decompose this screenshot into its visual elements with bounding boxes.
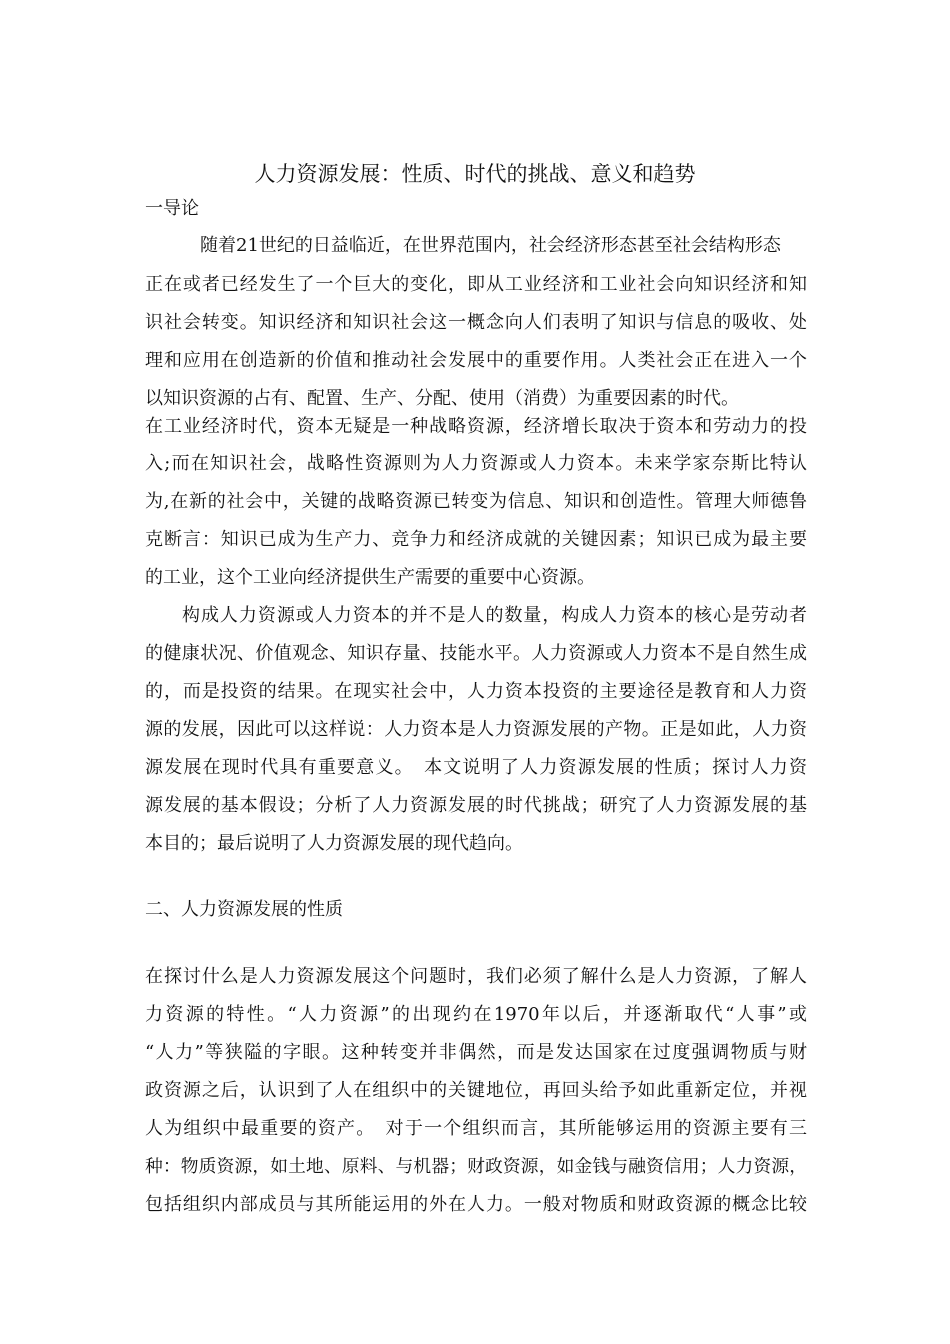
paragraph-line: 正在或者已经发生了一个巨大的变化，即从工业经济和工业社会向知识经济和知 bbox=[145, 274, 807, 295]
paragraph-line: 力资源的特性。“人力资源”的出现约在1970年以后，并逐渐取代“人事”或 bbox=[145, 1004, 807, 1025]
paragraph-line: 包括组织内部成员与其所能运用的外在人力。一般对物质和财政资源的概念比较 bbox=[145, 1194, 807, 1215]
paragraph-line: 本目的；最后说明了人力资源发展的现代趋向。 bbox=[145, 833, 523, 854]
paragraph-line: 克断言：知识已成为生产力、竞争力和经济成就的关键因素；知识已成为最主要 bbox=[145, 529, 807, 550]
section-heading-introduction: 一导论 bbox=[145, 198, 199, 219]
paragraph-line: “人力”等狭隘的字眼。这种转变并非偶然，而是发达国家在过度强调物质与财 bbox=[145, 1042, 807, 1063]
paragraph-line: 的，而是投资的结果。在现实社会中，人力资本投资的主要途径是教育和人力资 bbox=[145, 681, 807, 702]
paragraph-line: 为,在新的社会中，关键的战略资源已转变为信息、知识和创造性。管理大师德鲁 bbox=[145, 491, 807, 512]
paragraph-line: 人为组织中最重要的资产。 对于一个组织而言，其所能够运用的资源主要有三 bbox=[145, 1118, 807, 1139]
paragraph-line: 政资源之后，认识到了人在组织中的关键地位，再回头给予如此重新定位，并视 bbox=[145, 1080, 807, 1101]
paragraph-line: 在工业经济时代，资本无疑是一种战略资源，经济增长取决于资本和劳动力的投 bbox=[145, 416, 807, 437]
paragraph-line: 源发展的基本假设；分析了人力资源发展的时代挑战；研究了人力资源发展的基 bbox=[145, 795, 807, 816]
section-heading-nature: 二、人力资源发展的性质 bbox=[145, 899, 343, 920]
paragraph-line: 种：物质资源，如土地、原料、与机器；财政资源，如金钱与融资信用；人力资源， bbox=[145, 1157, 807, 1177]
paragraph-line: 随着21世纪的日益临近，在世界范围内，社会经济形态甚至社会结构形态 bbox=[200, 235, 781, 256]
document-title: 人力资源发展：性质、时代的挑战、意义和趋势 bbox=[254, 162, 696, 186]
paragraph-line: 在探讨什么是人力资源发展这个问题时，我们必须了解什么是人力资源，了解人 bbox=[145, 966, 807, 987]
paragraph-line: 以知识资源的占有、配置、生产、分配、使用（消费）为重要因素的时代。 bbox=[145, 388, 739, 409]
paragraph-line: 的健康状况、价值观念、知识存量、技能水平。人力资源或人力资本不是自然生成 bbox=[145, 643, 807, 664]
paragraph-line: 识社会转变。知识经济和知识社会这一概念向人们表明了知识与信息的吸收、处 bbox=[145, 312, 807, 333]
paragraph-line: 源的发展，因此可以这样说：人力资本是人力资源发展的产物。正是如此，人力资 bbox=[145, 719, 807, 740]
paragraph-line: 入;而在知识社会，战略性资源则为人力资源或人力资本。未来学家奈斯比特认 bbox=[145, 453, 807, 474]
paragraph-line: 理和应用在创造新的价值和推动社会发展中的重要作用。人类社会正在进入一个 bbox=[145, 350, 807, 371]
paragraph-line: 源发展在现时代具有重要意义。 本文说明了人力资源发展的性质；探讨人力资 bbox=[145, 757, 807, 778]
paragraph-line: 的工业，这个工业向经济提供生产需要的重要中心资源。 bbox=[145, 567, 595, 588]
paragraph-line: 构成人力资源或人力资本的并不是人的数量，构成人力资本的核心是劳动者 bbox=[182, 605, 807, 626]
